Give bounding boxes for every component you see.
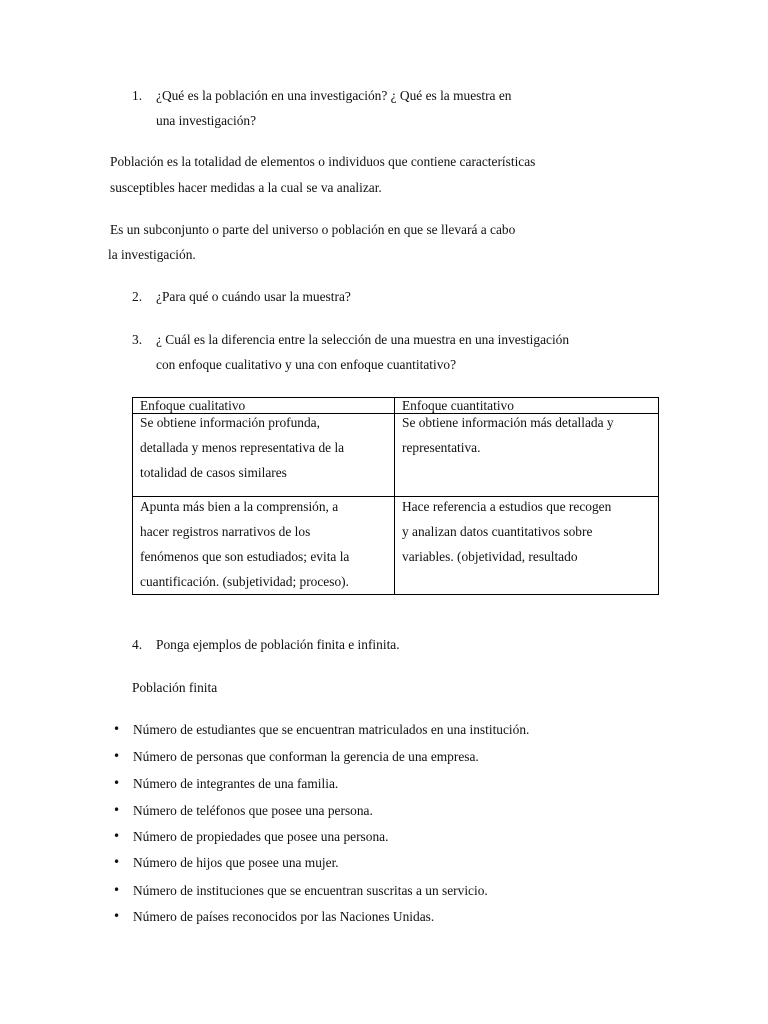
list-item: Número de teléfonos que posee una persona. <box>133 803 373 818</box>
cell-line: representativa. <box>402 440 481 455</box>
question-3-number: 3. <box>132 332 143 347</box>
cell-line: fenómenos que son estudiados; evita la <box>140 549 350 564</box>
cell-line: cuantificación. (subjetividad; proceso). <box>140 574 349 589</box>
bullet-icon <box>113 886 121 894</box>
table-cell-cualitativo-2 <box>133 497 395 595</box>
cell-line: Hace referencia a estudios que recogen <box>402 499 612 514</box>
table-cell-cuantitativo-1 <box>395 414 659 497</box>
question-1-line-1: ¿Qué es la población en una investigación? ¿ Qué es la muestra en <box>156 88 512 103</box>
question-3-line-2: con enfoque cualitativo y una con enfoque cuantitativo? <box>156 357 457 372</box>
question-1-number: 1. <box>132 88 143 103</box>
table-header-row <box>133 398 659 414</box>
cell-line: totalidad de casos similares <box>140 465 287 480</box>
cell-line: Se obtiene información profunda, <box>140 415 320 430</box>
question-4-number: 4. <box>132 637 143 652</box>
bullet-icon <box>113 725 121 733</box>
table-header-cualitativo: Enfoque cualitativo <box>133 398 395 414</box>
bullet-icon <box>113 752 121 760</box>
finite-population-heading: Población finita <box>132 680 218 695</box>
table-cell-cualitativo-1 <box>133 414 395 497</box>
bullet-icon <box>113 832 121 840</box>
table-row <box>133 497 659 595</box>
cell-line: y analizan datos cuantitativos sobre <box>402 524 593 539</box>
question-1-line-2: una investigación? <box>156 113 257 128</box>
list-item: Número de personas que conforman la gerencia de una empresa. <box>133 749 479 764</box>
table-cell-cuantitativo-2 <box>395 497 659 595</box>
list-item: Número de estudiantes que se encuentran matriculados en una institución. <box>133 722 530 737</box>
cell-line: variables. (objetividad, resultado <box>402 549 578 564</box>
list-item: Número de instituciones que se encuentran suscritas a un servicio. <box>133 883 488 898</box>
cell-line: Se obtiene información más detallada y <box>402 415 614 430</box>
bullet-icon <box>113 806 121 814</box>
bullet-icon <box>113 912 121 920</box>
cell-line: detallada y menos representativa de la <box>140 440 345 455</box>
cell-line: hacer registros narrativos de los <box>140 524 311 539</box>
list-item: Número de países reconocidos por las Naciones Unidas. <box>133 909 435 924</box>
answer-muestra-line-1: Es un subconjunto o parte del universo o población en que se llevará a cabo <box>110 222 516 237</box>
answer-poblacion-line-1: Población es la totalidad de elementos o individuos que contiene características <box>110 154 536 169</box>
table-header-cuantitativo: Enfoque cuantitativo <box>395 398 659 414</box>
question-2-line-1: ¿Para qué o cuándo usar la muestra? <box>156 289 351 304</box>
bullet-icon <box>113 858 121 866</box>
comparison-table <box>132 397 659 595</box>
question-4-line-1: Ponga ejemplos de población finita e infinita. <box>156 637 400 652</box>
table-row <box>133 414 659 497</box>
question-3-line-1: ¿ Cuál es la diferencia entre la selección de una muestra en una investigación <box>156 332 570 347</box>
list-item: Número de integrantes de una familia. <box>133 776 339 791</box>
bullet-icon <box>113 779 121 787</box>
question-2-number: 2. <box>132 289 143 304</box>
cell-line: Apunta más bien a la comprensión, a <box>140 499 339 514</box>
list-item: Número de hijos que posee una mujer. <box>133 855 339 870</box>
list-item: Número de propiedades que posee una persona. <box>133 829 389 844</box>
answer-poblacion-line-2: susceptibles hacer medidas a la cual se va analizar. <box>110 180 382 195</box>
answer-muestra-line-2: la investigación. <box>108 247 196 262</box>
